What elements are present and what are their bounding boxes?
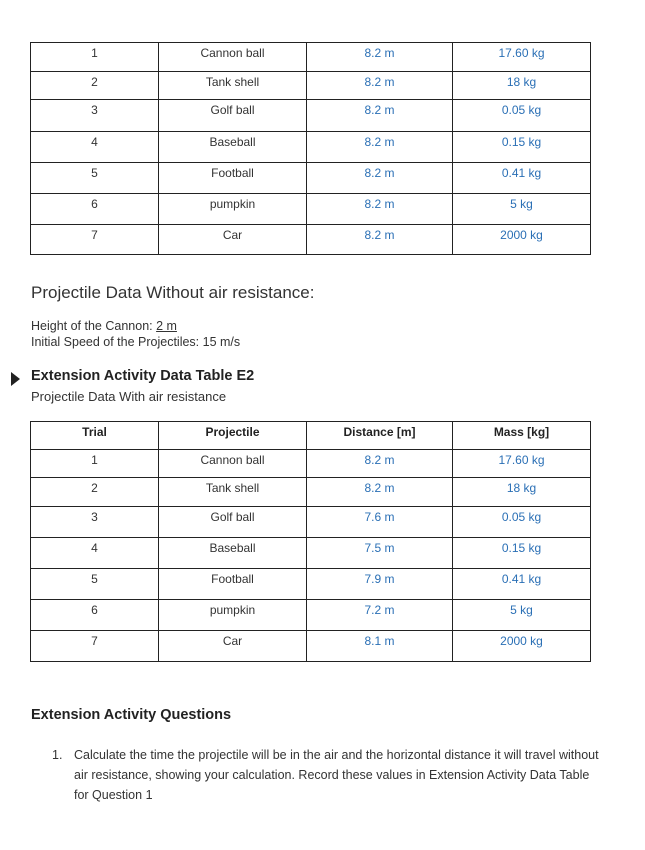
projectile-cell: Car [159,225,307,255]
projectile-cell: Golf ball [159,100,307,132]
section-heading-without-air: Projectile Data Without air resistance: [31,283,315,302]
mass-cell: 0.15 kg [453,538,591,569]
mass-cell: 0.41 kg [453,163,591,194]
distance-cell: 8.2 m [307,132,453,163]
trial-cell: 1 [31,43,159,72]
data-table-without-air [30,42,591,255]
table-row [31,225,591,255]
distance-cell: 8.2 m [307,478,453,507]
trial-cell: 3 [31,100,159,132]
table-row [31,569,591,600]
header-trial: Trial [31,422,159,450]
mass-cell: 5 kg [453,600,591,631]
extension-table-title: Extension Activity Data Table E2 [31,368,255,384]
cannon-height-line [31,319,177,333]
question-text: Calculate the time the projectile will be in the air and the horizontal distance it will travel without air resistance, showing your calculation. Record these values in Extension Activity Data Table for Question 1 [74,748,599,802]
table-row [31,43,591,72]
distance-cell: 8.2 m [307,450,453,478]
header-mass: Mass [kg] [453,422,591,450]
projectile-cell: pumpkin [159,194,307,225]
cannon-height-value: 2 m [156,319,177,333]
distance-cell: 8.2 m [307,72,453,100]
extension-table-subtitle: Projectile Data With air resistance [31,389,227,404]
mass-cell: 0.41 kg [453,569,591,600]
mass-cell: 17.60 kg [453,43,591,72]
table-row [31,600,591,631]
trial-cell: 6 [31,600,159,631]
table-row [31,132,591,163]
initial-speed-line: Initial Speed of the Projectiles: 15 m/s [31,335,241,349]
distance-cell: 7.5 m [307,538,453,569]
distance-cell: 8.2 m [307,225,453,255]
trial-cell: 7 [31,225,159,255]
trial-cell: 3 [31,507,159,538]
projectile-cell: Football [159,163,307,194]
table-row [31,507,591,538]
mass-cell: 18 kg [453,72,591,100]
trial-cell: 5 [31,569,159,600]
projectile-cell: Cannon ball [159,450,307,478]
question-1 [52,745,602,805]
trial-cell: 7 [31,631,159,662]
table-row [31,72,591,100]
projectile-cell: Golf ball [159,507,307,538]
questions-title: Extension Activity Questions [31,707,232,723]
table-row [31,163,591,194]
trial-cell: 1 [31,450,159,478]
projectile-cell: pumpkin [159,600,307,631]
mass-cell: 18 kg [453,478,591,507]
projectile-cell: Tank shell [159,72,307,100]
projectile-cell: Cannon ball [159,43,307,72]
collapse-triangle-icon[interactable] [11,372,20,386]
mass-cell: 2000 kg [453,225,591,255]
header-distance: Distance [m] [307,422,453,450]
table-row [31,450,591,478]
projectile-cell: Tank shell [159,478,307,507]
mass-cell: 17.60 kg [453,450,591,478]
trial-cell: 2 [31,478,159,507]
table-row [31,100,591,132]
table-row [31,194,591,225]
projectile-cell: Football [159,569,307,600]
projectile-cell: Baseball [159,538,307,569]
distance-cell: 8.2 m [307,163,453,194]
trial-cell: 2 [31,72,159,100]
trial-cell: 6 [31,194,159,225]
projectile-cell: Car [159,631,307,662]
distance-cell: 8.1 m [307,631,453,662]
trial-cell: 4 [31,132,159,163]
table-row [31,478,591,507]
distance-cell: 8.2 m [307,100,453,132]
distance-cell: 8.2 m [307,194,453,225]
cannon-height-label: Height of the Cannon: [31,319,157,333]
table-header-row [31,422,591,450]
distance-cell: 8.2 m [307,43,453,72]
trial-cell: 4 [31,538,159,569]
distance-cell: 7.9 m [307,569,453,600]
mass-cell: 0.05 kg [453,507,591,538]
distance-cell: 7.2 m [307,600,453,631]
mass-cell: 0.05 kg [453,100,591,132]
distance-cell: 7.6 m [307,507,453,538]
question-number: 1. [52,748,63,762]
data-table-with-air [30,421,591,662]
projectile-cell: Baseball [159,132,307,163]
mass-cell: 0.15 kg [453,132,591,163]
trial-cell: 5 [31,163,159,194]
mass-cell: 2000 kg [453,631,591,662]
table-row [31,631,591,662]
mass-cell: 5 kg [453,194,591,225]
table-row [31,538,591,569]
header-projectile: Projectile [159,422,307,450]
